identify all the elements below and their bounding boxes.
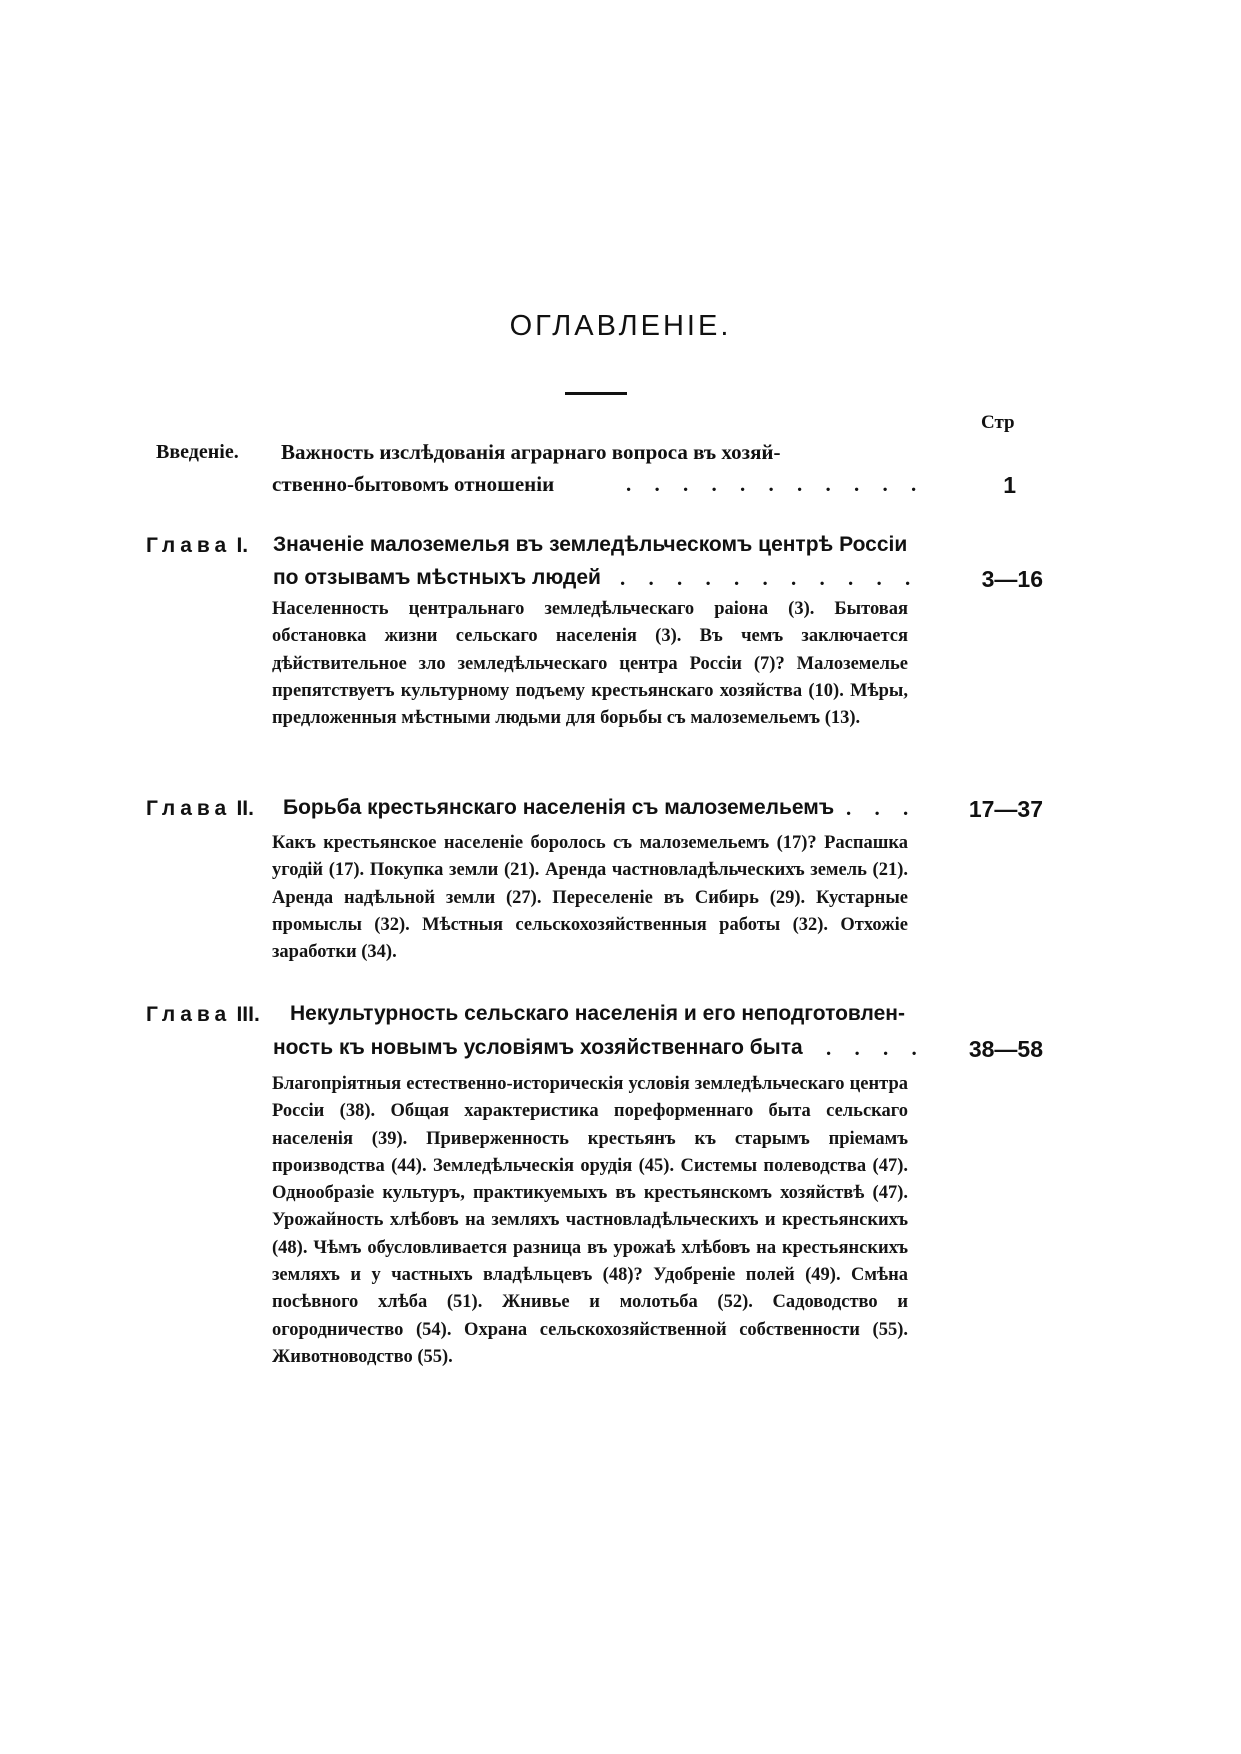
- chapter-3-label-word: Глава: [146, 1003, 232, 1026]
- chapter-2-page-range: 17—37: [968, 796, 1043, 822]
- chapter-2-label: [146, 796, 254, 821]
- chapter-1-heading-line-1: Значеніе малоземелья въ земледѣльческомъ центрѣ Россіи: [273, 533, 908, 556]
- title-divider: [565, 392, 627, 395]
- chapter-2-summary: Какъ крестьянское населеніе боролось съ малоземельемъ (17)? Распашка угодій (17). Покупка земли (21). Аренда частновладѣльческихъ земель (21). Аренда надѣльной земли (27). Переселеніе въ Сибирь (29). Кустарные промыслы (32). Мѣстныя сельскохозяйственныя работы (32). Отхожіе заработки (34).: [272, 833, 908, 963]
- chapter-1-summary: Населенность центральнаго земледѣльческаго раіона (3). Бытовая обстановка жизни сельскаго населенія (3). Въ чемъ заключается дѣйствительное зло земледѣльческаго центра Россіи (7)? Малоземелье препятствуетъ культурному подъему крестьянскаго хозяйства (10). Мѣры, предложенныя мѣстными людьми для борьбы съ малоземельемъ (13).: [272, 599, 908, 729]
- intro-heading-line-2: ственно-бытовомъ отношеніи: [272, 472, 555, 496]
- chapter-1-label-word: Глава: [146, 534, 232, 557]
- chapter-3-page-range: 38—58: [968, 1036, 1043, 1062]
- chapter-2-dot-leader: . . .: [846, 796, 918, 820]
- intro-label: Введеніе.: [156, 441, 239, 463]
- chapter-3-dot-leader: . . . .: [826, 1036, 926, 1060]
- intro-heading-line-1: Важность изслѣдованія аграрнаго вопроса въ хозяй-: [281, 440, 781, 464]
- chapter-1-dot-leader: . . . . . . . . . . .: [620, 566, 920, 590]
- chapter-3-summary: Благопріятныя естественно-историческія условія земледѣльческаго центра Россіи (38). Общая характеристика пореформеннаго быта сельскаго населенія (39). Приверженность крестьянъ къ старымъ пріемамъ производства (44). Земледѣльческія орудія (45). Системы полеводства (47). Однообразіе культуръ, практикуемыхъ въ крестьянскомъ хозяйствѣ (47). Урожайность хлѣбовъ на земляхъ частновладѣльческихъ и крестьянскихъ (48). Чѣмъ обусловливается разница въ урожаѣ хлѣбовъ на крестьянскихъ земляхъ и у частныхъ владѣльцевъ (48)? Удобреніе полей (49). Смѣна посѣвного хлѣба (51). Жнивье и молотьба (52). Садоводство и огородничество (54). Охрана сельскохозяйственной собственности (55). Животноводство (55).: [272, 1074, 908, 1367]
- chapter-1-page-range: 3—16: [981, 566, 1043, 592]
- intro-page-number: 1: [1003, 472, 1016, 498]
- page-column-header: Стр: [981, 412, 1015, 433]
- chapter-3-heading-line-1: Некультурность сельскаго населенія и его неподготовлен-: [290, 1002, 905, 1025]
- intro-dot-leader: . . . . . . . . . . .: [626, 472, 926, 496]
- chapter-3-heading-line-2: ность къ новымъ условіямъ хозяйственнаго быта: [273, 1036, 803, 1059]
- page-title: ОГЛАВЛЕНІЕ.: [509, 310, 732, 342]
- chapter-3-label: [146, 1002, 260, 1027]
- chapter-3-numeral: III.: [236, 1003, 260, 1026]
- chapter-1-numeral: I.: [236, 534, 249, 557]
- chapter-2-heading-line-1: Борьба крестьянскаго населенія съ малоземельемъ: [283, 796, 835, 819]
- chapter-2-numeral: II.: [236, 797, 254, 820]
- chapter-1-label: [146, 533, 248, 558]
- chapter-1-heading-line-2: по отзывамъ мѣстныхъ людей: [273, 566, 601, 589]
- chapter-2-label-word: Глава: [146, 797, 232, 820]
